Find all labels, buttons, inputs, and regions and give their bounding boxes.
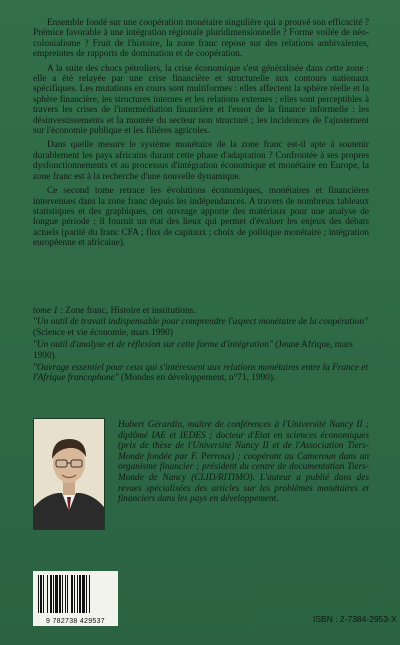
quote-source: (Jeune Afrique, mars 1990). bbox=[33, 340, 353, 361]
barcode-bar bbox=[67, 575, 68, 613]
barcode-bar bbox=[77, 575, 78, 613]
barcode-bar bbox=[53, 575, 54, 613]
barcode-icon bbox=[33, 571, 118, 616]
tome-reference bbox=[33, 306, 369, 316]
quote-text: "Ouvrage essentiel pour ceux qui s'intéressent aux relations monétaires entre la France et l'Afrique francophone" bbox=[33, 363, 368, 384]
quote-1 bbox=[33, 317, 369, 338]
barcode-bar bbox=[74, 575, 75, 613]
quote-3 bbox=[33, 363, 369, 384]
summary-paragraph-4: Ce second tome retrace les évolutions économiques, monétaires et financières intervenues dans la zone franc depuis les indépendances. A travers de nombreux tableaux statistiques et des graphiques, cet ouvrage apporte des matériaux pour une analyse de longue période ; il fournit un état des lieux qui permet d'évaluer les enjeux des débats actuels (parité du franc CFA ; flux de capitaux ; choix de politique monétaire ; intégration européenne et africaine). bbox=[33, 186, 369, 249]
barcode-bar bbox=[59, 575, 61, 613]
barcode-bar bbox=[50, 575, 52, 613]
barcode-bar bbox=[82, 575, 85, 613]
summary-paragraph-2: A la suite des chocs pétroliers, la crise économique s'est généralisée dans cette zone : elle a été relayée par une crise financière et structurelle aux contours nationaux spécifiques. Les mutations en cours sont multiformes : elles affectent la sphère réelle et la sphère financière, les structures internes et les relations externes ; elles sont perceptibles à travers les crises de l'intermédiation financière et l'essor de la finance informelle : les désinvestissements et la montée du secteur non structuré ; les incidences de l'ajustement sur l'économie publique et les filières agricoles. bbox=[33, 63, 369, 137]
barcode-bar bbox=[62, 575, 63, 613]
barcode-bar bbox=[79, 575, 81, 613]
tome-label: tome 1 bbox=[33, 306, 59, 316]
summary-paragraph-3: Dans quelle mesure le système monétaire de la zone franc est-il apte à soutenir durablement les pays africains durant cette phase d'adaptation ? Confrontée à ses propres dysfonctionnements et au processus d'intégration économique et monétaire en Europe, la zone franc est à la recherche d'une nouvelle dynamique. bbox=[33, 140, 369, 182]
press-quotes bbox=[33, 306, 369, 386]
author-portrait-icon bbox=[34, 419, 104, 529]
barcode-bar bbox=[86, 575, 87, 613]
barcode-bar bbox=[40, 575, 42, 613]
barcode-bar bbox=[43, 575, 44, 613]
barcode-number: 9 782738 429537 bbox=[46, 618, 105, 625]
tome-title: : Zone franc, Histoire et institutions. bbox=[58, 306, 196, 316]
author-photo bbox=[33, 418, 105, 530]
barcode-bar bbox=[55, 575, 58, 613]
barcode-bar bbox=[65, 575, 66, 613]
barcode-bar bbox=[47, 575, 48, 613]
author-bio: Hubert Gérardin, maître de conférences à l'Université Nancy II ; diplômé IAE et IEDES ; docteur d'Etat en sciences économiques (prix de thèse de l'Université Nancy II et de l'Association Tiers-Monde fondée par F. Perroux) ; coopérant au Cameroun dans un organisme financier ; président du centre de documentation Tiers-Monde de Nancy (CLID/RITIMO). L'auteur a publié dans des revues spécialisées des articles sur les problèmes monétaires et financiers dans les pays en développement. bbox=[118, 420, 369, 505]
barcode-bar bbox=[38, 575, 39, 613]
barcode-bar bbox=[89, 575, 90, 613]
quote-source: (Science et vie économie, mars 1990) bbox=[33, 327, 173, 338]
summary-text bbox=[33, 18, 369, 253]
quote-text: "Un outil de travail indispensable pour comprendre l'aspect monétaire de la coopération" bbox=[33, 317, 368, 328]
quote-source: (Mondes en développement, n°71, 1990). bbox=[118, 373, 276, 384]
quote-2 bbox=[33, 340, 369, 361]
isbn: ISBN : 2-7384-2953-X bbox=[313, 614, 397, 624]
barcode bbox=[33, 571, 118, 626]
summary-paragraph-1: Ensemble fondé sur une coopération monétaire singulière qui a prouvé son efficacité ? Prémice favorable à une intégration régionale pluridimensionnelle ? Forme voilée de néo-colonialisme ? Fruit de l'histoire, la zone franc repose sur des relations ambivalentes, empreintes de rapports de domination et de coopération. bbox=[33, 18, 369, 60]
quote-text: "Un outil d'analyse et de réflexion sur cette forme d'intégration" bbox=[33, 340, 273, 351]
barcode-bar bbox=[71, 575, 73, 613]
